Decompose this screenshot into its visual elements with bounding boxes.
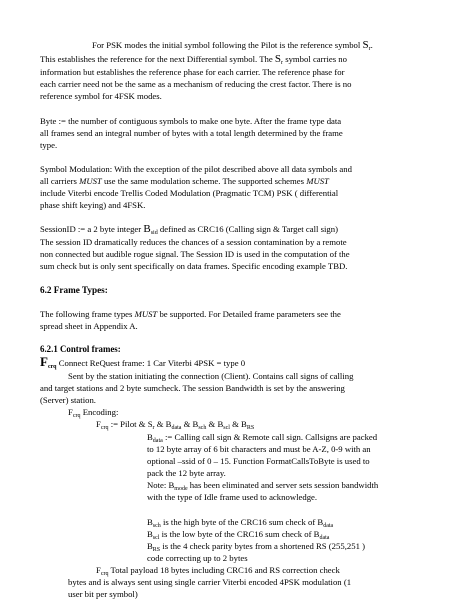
section-heading-6-2: 6.2 Frame Types: xyxy=(40,285,108,295)
fcrq-desc-line3: (Server) station. xyxy=(40,395,96,405)
fcrq-definition: $F_{crq}$ := Pilot & $S_r$ & $B_{data}$ & $B_{sch}$ & $B_{scl}$ & $B_{RS}$ xyxy=(96,419,255,431)
p3-line4: phase shift keying) and 4FSK. xyxy=(40,200,146,210)
bdata-line3: optional –ssid of 0 – 15. Function FormatCallsToByte is used to xyxy=(147,456,370,466)
p2-line1: Byte := the number of contiguous symbols to make one byte. After the frame type data xyxy=(40,116,342,126)
brs-line1: $B_{RS}$ is the 4 check parity bytes from a shortened RS (255,251 ) xyxy=(147,541,365,553)
total-line2: bytes and is always sent using single carrier Viterbi encoded 4PSK modulation (1 xyxy=(68,577,352,587)
fcrq-encoding-label: $F_{crq}$ Encoding: xyxy=(68,407,119,419)
s62-line1: The following frame types MUST be supported. For Detailed frame parameters see the xyxy=(40,309,341,319)
note-line1: Note: $B_{mode}$ has been eliminated and server sets session bandwidth xyxy=(147,480,379,492)
bscl-line: $B_{scl}$ is the low byte of the CRC16 sum check of $B_{data}$ xyxy=(147,529,330,541)
total-line1: $F_{crq}$ Total payload 18 bytes including CRC16 and RS correction check xyxy=(96,565,340,577)
p3-line1: Symbol Modulation: With the exception of the pilot described above all data symbols and xyxy=(40,164,352,174)
p3-line3: include Viterbi encode Trellis Coded Modulation (Pragmatic TCM) PSK ( differential xyxy=(40,188,339,198)
bdata-line2: to 12 byte array of 6 bit characters and must be A-Z, 0-9 with an xyxy=(147,444,371,454)
p2-line3: type. xyxy=(40,140,58,150)
p1-line3: information but establishes the reference phase for each carrier. The reference phase for xyxy=(40,67,345,77)
p4-line3: non connected but audible rogue signal. The Session ID is used in the computation of the xyxy=(40,249,350,259)
total-line3: user bit per symbol) xyxy=(68,589,138,599)
section-heading-6-2-1: 6.2.1 Control frames: xyxy=(40,344,121,354)
p4-line1: SessionID := a 2 byte integer $B_{sid}$ defined as CRC16 (Calling sign & Target call sign) xyxy=(40,223,338,236)
fcrq-title: $F_{crq}$ Connect ReQuest frame: 1 Car Viterbi 4PSK = type 0 xyxy=(40,354,246,370)
p4-line4: sum check but is only sent specifically on data frames. Specific encoding example TBD. xyxy=(40,261,348,271)
bsch-line: $B_{sch}$ is the high byte of the CRC16 sum check of $B_{data}$ xyxy=(147,517,334,529)
brs-line2: code correcting up to 2 bytes xyxy=(147,553,248,563)
p4-line2: The session ID dramatically reduces the chances of a session contamination by a remote xyxy=(40,237,347,247)
p1-line2: This establishes the reference for the next Differential symbol. The $S_r$ symbol carries no xyxy=(40,53,347,66)
p3-line2: all carriers MUST use the same modulation scheme. The supported schemes MUST xyxy=(40,176,329,186)
fcrq-desc-line2: and target stations and 2 byte sumcheck. The session Bandwidth is set by the answering xyxy=(40,383,345,393)
p1-line1: For PSK modes the initial symbol following the Pilot is the reference symbol $S_r$. xyxy=(92,39,373,52)
s62-line2: spread sheet in Appendix A. xyxy=(40,321,138,331)
note-line2: with the type of Idle frame used to acknowledge. xyxy=(147,492,318,502)
p2-line2: all frames send an integral number of bytes with a total length determined by the frame xyxy=(40,128,343,138)
p1-line5: reference symbol for 4FSK modes. xyxy=(40,91,162,101)
fcrq-desc-line1: Sent by the station initiating the connection (Client). Contains call signs of calling xyxy=(68,371,354,381)
bdata-line1: $B_{data}$ := Calling call sign & Remote call sign. Callsigns are packed xyxy=(147,432,378,444)
p1-line4: each carrier need not be the same as a mechanism of reducing the crest factor. There is no xyxy=(40,79,352,89)
bdata-line4: pack the 12 byte array. xyxy=(147,468,226,478)
